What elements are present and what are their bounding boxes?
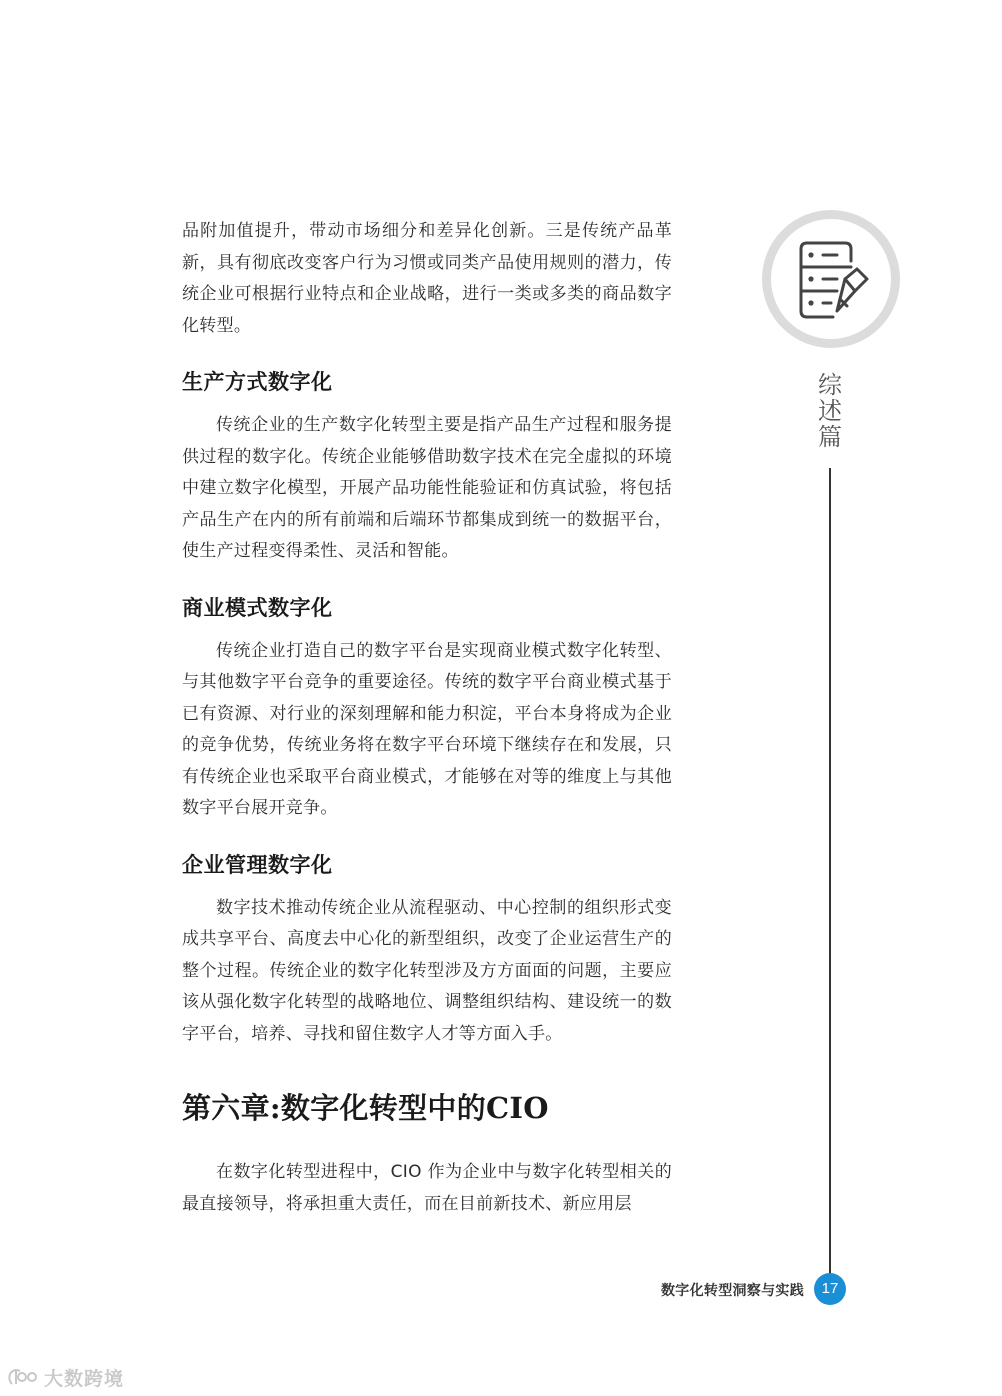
watermark-logo-icon — [6, 1366, 40, 1388]
chapter-heading: 第六章:数字化转型中的CIO — [182, 1091, 549, 1125]
section-heading-management: 企业管理数字化 — [182, 851, 333, 877]
watermark — [6, 1364, 146, 1390]
section-paragraph-production: 传统企业的生产数字化转型主要是指产品生产过程和服务提供过程的数字化。传统企业能够借助数字技术在完全虚拟的环境中建立数字化模型，开展产品功能性能验证和仿真试验，将包括产品生产在内的所有前端和后端环节都集成到统一的数据平台，使生产过程变得柔性、灵活和智能。 — [182, 415, 672, 561]
watermark-text: 大数跨境 — [44, 1368, 125, 1390]
chapter-paragraph: 在数字化转型进程中，CIO 作为企业中与数字化转型相关的最直接领导，将承担重大责任，而在目前新技术、新应用层 — [182, 1162, 672, 1214]
part-label-char: 篇 — [818, 423, 842, 451]
footer-book-title: 数字化转型洞察与实践 — [661, 1283, 804, 1299]
part-label-char: 述 — [818, 397, 842, 425]
section-heading-production: 生产方式数字化 — [182, 369, 333, 394]
section-paragraph-management: 数字技术推动传统企业从流程驱动、中心控制的组织形式变成共享平台、高度去中心化的新型组织，改变了企业运营生产的整个过程。传统企业的数字化转型涉及方方面面的问题，主要应该从强化数字化转型的战略地位、调整组织结构、建设统一的数字平台，培养、寻找和留住数字人才等方面入手。 — [182, 897, 672, 1044]
page-number: 17 — [814, 1273, 846, 1305]
section-paragraph-business-model: 传统企业打造自己的数字平台是实现商业模式数字化转型、与其他数字平台竞争的重要途径。传统的数字平台商业模式基于已有资源、对行业的深刻理解和能力积淀，平台本身将成为企业的竞争优势，传统业务将在数字平台环境下继续存在和发展，只有传统企业也采取平台商业模式，才能够在对等的维度上与其他数字平台展开竞争。 — [182, 640, 672, 818]
part-label-char: 综 — [818, 371, 842, 399]
intro-paragraph: 品附加值提升，带动市场细分和差异化创新。三是传统产品革新，具有彻底改变客户行为习惯或同类产品使用规则的潜力，传统企业可根据行业特点和企业战略，进行一类或多类的商品数字化转型。 — [182, 221, 672, 336]
part-label — [815, 372, 845, 450]
main-content — [182, 216, 672, 1220]
document-edit-icon — [771, 219, 891, 339]
vertical-divider — [829, 468, 831, 1278]
section-heading-business-model: 商业模式数字化 — [182, 594, 333, 620]
section-badge — [762, 210, 900, 348]
